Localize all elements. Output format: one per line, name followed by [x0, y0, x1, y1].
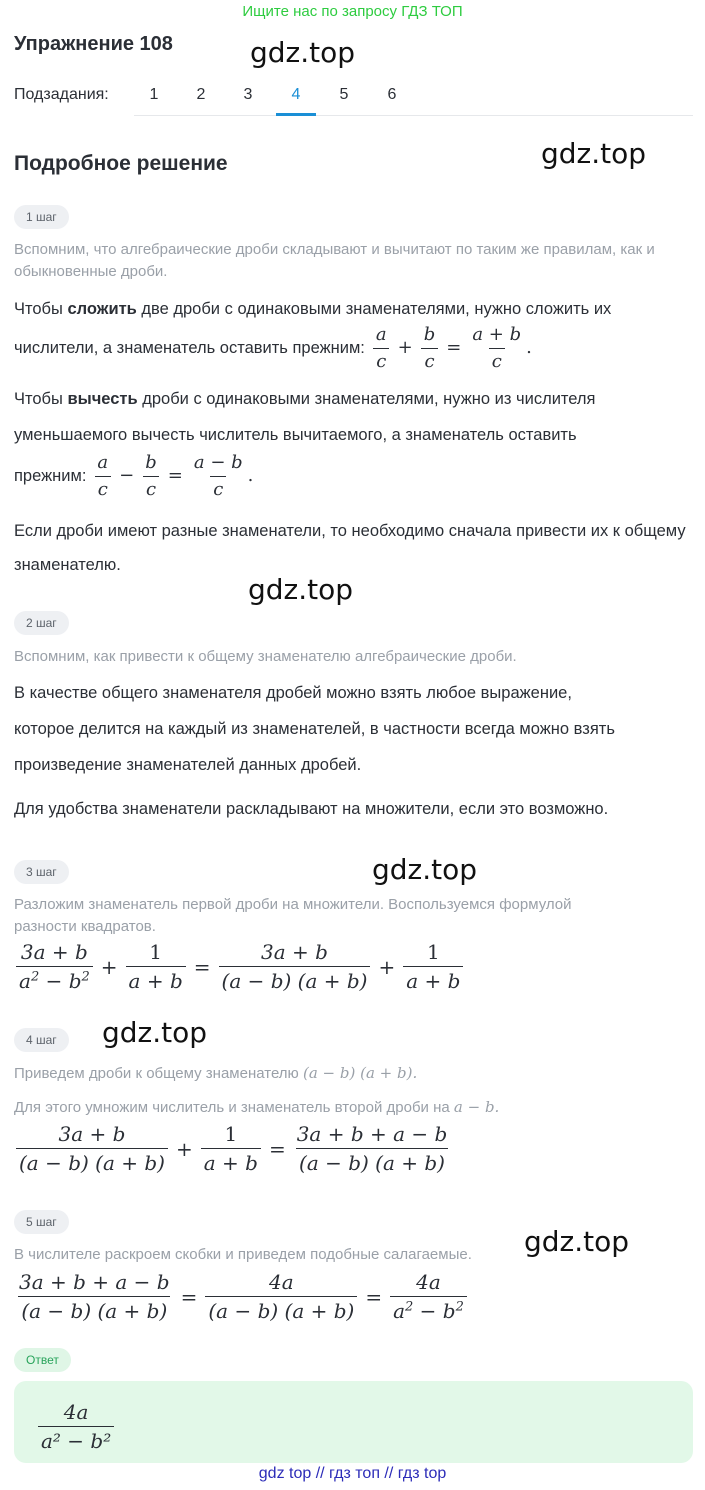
- tabs-divider: [134, 115, 693, 116]
- common-denominator-text: произведение знаменателей данных дробей.: [14, 756, 362, 774]
- top-banner[interactable]: Ищите нас по запросу ГДЗ ТОП: [242, 3, 463, 20]
- add-rule-line2: числители, а знаменатель оставить прежним: $\frac{a}{c}$ + $\frac{b}{c}$ = $\frac{a + b}{c}$ .: [14, 323, 532, 372]
- step-hint: Приведем дроби к общему знаменателю (a − b) (a + b).: [14, 1064, 418, 1082]
- formula-addition: $\frac{a}{c}$ + $\frac{b}{c}$ = $\frac{a + b}{c}$ .: [371, 324, 532, 373]
- sub-rule-line2: уменьшаемого вычесть числитель вычитаемого, а знаменатель оставить: [14, 426, 577, 444]
- page-title: Упражнение 108: [14, 33, 173, 55]
- step-badge: 1 шаг: [14, 205, 69, 229]
- different-denominators-text: Если дроби имеют разные знаменатели, то необходимо сначала привести их к общему знаменателю.: [14, 522, 686, 574]
- sub-rule-line1: Чтобы вычесть дроби с одинаковыми знаменателями, нужно из числителя: [14, 390, 596, 408]
- formula-step-3: $\frac{3a + b}{a^2 - b^2}$ + $\frac{1}{a + b}$ = $\frac{3a + b}{(a - b) (a + b)}$ + $\frac{1}{a + b}$: [14, 940, 465, 993]
- answer-formula: $\frac{4a}{\text{a² − b²}}$: [36, 1400, 116, 1453]
- tab-2[interactable]: 2: [196, 86, 206, 103]
- formula-step-5: $\frac{3a + b + a - b}{(a - b) (a + b)}$ = $\frac{4a}{(a - b) (a + b)}$ = $\frac{4a}{a^2 - b^2}$: [14, 1270, 469, 1323]
- tab-3[interactable]: 3: [243, 86, 253, 103]
- active-tab-indicator: [276, 113, 316, 116]
- step-hint: Для этого умножим числитель и знаменатель второй дроби на a − b.: [14, 1098, 500, 1116]
- tab-4[interactable]: 4: [291, 86, 301, 103]
- common-denominator-text: В качестве общего знаменателя дробей можно взять любое выражение,: [14, 684, 572, 702]
- watermark: gdz.top: [102, 1016, 208, 1049]
- step-hint: В числителе раскроем скобки и приведем подобные салагаемые.: [14, 1246, 472, 1263]
- answer-badge: Ответ: [14, 1348, 71, 1372]
- watermark: gdz.top: [248, 573, 354, 606]
- watermark: gdz.top: [372, 853, 478, 886]
- step-badge: 3 шаг: [14, 860, 69, 884]
- step-badge: 5 шаг: [14, 1210, 69, 1234]
- step-badge: 2 шаг: [14, 611, 69, 635]
- section-title: Подробное решение: [14, 152, 228, 175]
- watermark: gdz.top: [250, 36, 356, 69]
- tab-5[interactable]: 5: [339, 86, 349, 103]
- watermark: gdz.top: [524, 1225, 630, 1258]
- watermark: gdz.top: [541, 137, 647, 170]
- subtasks-label: Подзадания:: [14, 86, 109, 103]
- step-badge: 4 шаг: [14, 1028, 69, 1052]
- tab-1[interactable]: 1: [149, 86, 159, 103]
- factorization-text: Для удобства знаменатели раскладывают на множители, если это возможно.: [14, 800, 609, 818]
- sub-rule-line3: прежним: $\frac{a}{c}$ − $\frac{b}{c}$ = $\frac{a - b}{c}$ .: [14, 451, 254, 500]
- common-denominator-text: которое делится на каждый из знаменателей, в частности всегда можно взять: [14, 720, 615, 738]
- step-hint: Вспомним, как привести к общему знаменателю алгебраические дроби.: [14, 648, 517, 665]
- footer-links[interactable]: gdz top // гдз топ // гдз top: [258, 1465, 447, 1482]
- formula-step-4: $\frac{3a + b}{(a - b) (a + b)}$ + $\frac{1}{a + b}$ = $\frac{3a + b + a - b}{(a - b) (a + b)}$: [14, 1122, 452, 1175]
- step-hint: Вспомним, что алгебраические дроби складывают и вычитают по таким же правилам, как и обыкновенные дроби.: [14, 241, 655, 280]
- tab-6[interactable]: 6: [387, 86, 397, 103]
- add-rule-line1: Чтобы сложить две дроби с одинаковыми знаменателями, нужно сложить их: [14, 300, 612, 318]
- step-hint: Разложим знаменатель первой дроби на множители. Воспользуемся формулой разности квадратов.: [14, 896, 572, 935]
- formula-subtraction: $\frac{a}{c}$ − $\frac{b}{c}$ = $\frac{a - b}{c}$ .: [92, 452, 253, 501]
